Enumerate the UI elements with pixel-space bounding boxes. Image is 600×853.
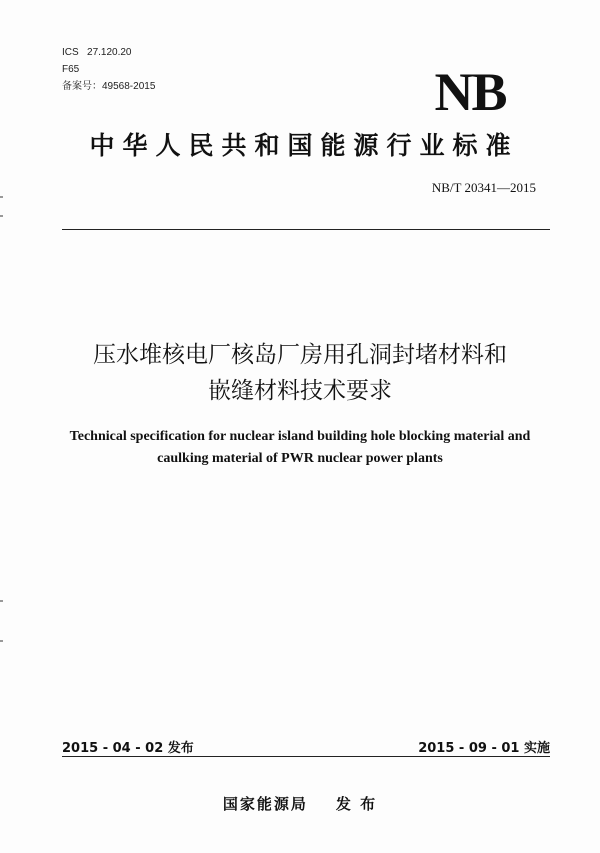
english-title: [0, 426, 600, 470]
publisher-name: 国家能源局: [222, 795, 308, 813]
english-title-line-2: caulking material of PWR nuclear power plants: [157, 451, 443, 466]
category-code: F65: [62, 64, 80, 75]
classification-block: [62, 44, 155, 95]
scan-edge-mark: [0, 215, 3, 217]
publish-action: 发 布: [335, 795, 378, 813]
publisher-line: [0, 793, 600, 814]
standard-number: NB/T 20341—2015: [431, 180, 536, 195]
scan-edge-mark: [0, 196, 3, 198]
record-number: 备案号：49568-2015: [62, 81, 156, 92]
english-title-line-1: Technical specification for nuclear island building hole blocking material and: [69, 429, 531, 444]
footer-divider: [62, 756, 550, 757]
implementation-date: 2015 - 09 - 01 实施: [418, 741, 550, 756]
chinese-title-line-2: 嵌缝材料技术要求: [208, 378, 392, 404]
standard-category-heading: 中华人民共和国能源行业标准: [89, 131, 519, 160]
nb-logo-text: NB: [434, 62, 506, 122]
header-divider: [62, 229, 550, 230]
scan-edge-mark: [0, 640, 3, 642]
nb-logo: [405, 62, 535, 122]
issue-date: 2015 - 04 - 02 发布: [62, 741, 194, 756]
scan-edge-mark: [0, 600, 3, 602]
chinese-title-line-1: 压水堆核电厂核岛厂房用孔洞封堵材料和: [93, 342, 507, 368]
ics-code: ICS 27.120.20: [62, 47, 132, 58]
